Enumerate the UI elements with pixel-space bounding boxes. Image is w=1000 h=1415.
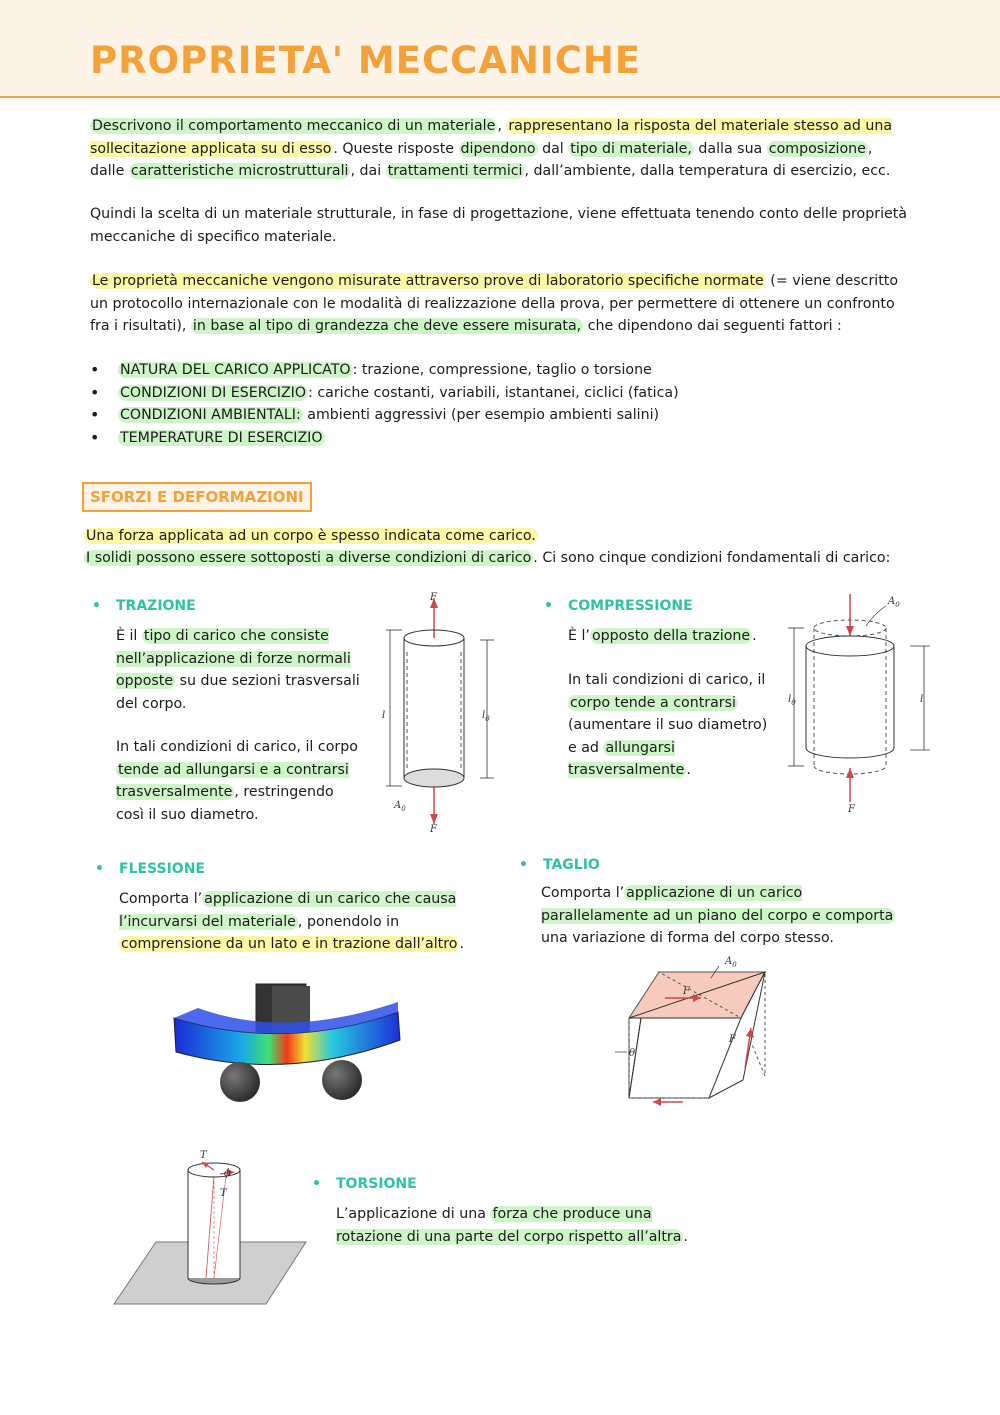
highlighted-text: trattamenti termici: [387, 163, 523, 179]
text-run: . Ci sono cinque condizioni fondamentali di carico:: [533, 550, 891, 566]
highlighted-text: comprensione da un lato e in trazione dall’altro: [121, 936, 458, 952]
highlighted-text: dipendono: [460, 140, 536, 157]
force-label: F: [430, 824, 437, 835]
highlighted-text: opposto della trazione: [591, 628, 751, 644]
length-label: l: [382, 710, 386, 721]
highlighted-text: forza che produce una rotazione di una parte del corpo rispetto all’altra: [336, 1206, 682, 1245]
highlighted-text: I solidi possono essere sottoposti a diverse condizioni di carico: [86, 550, 532, 566]
twist-angle-label: ϕ: [224, 1168, 231, 1179]
text-run: , dai: [350, 163, 386, 179]
text-run: .: [459, 936, 464, 952]
page-header: [0, 0, 1000, 98]
force-label: F: [729, 1034, 736, 1045]
factor-label: CONDIZIONI DI ESERCIZIO: [120, 384, 307, 401]
text-run: ,: [497, 118, 507, 134]
factor-text: : cariche costanti, variabili, istantanei, ciclici (fatica): [308, 384, 679, 401]
trazione-figure: [372, 590, 512, 840]
section-title: SFORZI E DEFORMAZIONI: [82, 482, 312, 512]
text-run: In tali condizioni di carico, il: [568, 672, 766, 688]
flessione-figure: [168, 978, 404, 1108]
highlighted-text: corpo tende a contrarsi: [570, 694, 736, 711]
text-run: una variazione di forma del corpo stesso.: [541, 930, 834, 946]
taglio-figure: [605, 952, 785, 1112]
text-run: È il: [116, 628, 142, 644]
length-label: l: [920, 694, 924, 705]
force-label: F: [683, 986, 690, 997]
torsione-title: • TORSIONE: [336, 1176, 417, 1192]
torque-label: T: [220, 1188, 227, 1199]
highlighted-text: tipo di carico che consiste nell’applicazione di forze normali opposte: [116, 628, 351, 689]
section-intro-line-2: [84, 547, 964, 570]
factor-item: [90, 404, 679, 427]
area-label: $A_0$: [394, 800, 406, 813]
trazione-text-1: [116, 625, 366, 715]
highlighted-text: applicazione di un carico che causa l’incurvarsi del materiale: [119, 891, 457, 930]
force-label: F: [848, 804, 855, 815]
highlighted-text: in base al tipo di grandezza che deve essere misurata,: [192, 318, 582, 334]
text-run: dal: [537, 140, 569, 157]
text-run: , dalle: [90, 140, 873, 179]
compressione-figure: [780, 588, 940, 818]
initial-length-label: $l_0$: [788, 694, 796, 707]
highlighted-text: Descrivono il comportamento meccanico di un materiale: [92, 118, 496, 134]
initial-length-label: $l_0$: [482, 710, 490, 723]
text-run: che dipendono dai seguenti fattori :: [583, 318, 842, 334]
taglio-title: • TAGLIO: [543, 857, 600, 873]
factor-label: NATURA DEL CARICO APPLICATO: [120, 362, 351, 378]
text-run: Comporta l’: [119, 891, 203, 907]
factor-item: [90, 427, 679, 450]
angle-label: θ: [629, 1048, 636, 1059]
highlighted-text: tende ad allungarsi e a contrarsi trasversalmente: [116, 761, 349, 800]
highlighted-text: rappresentano la risposta del materiale stesso ad una sollecitazione applicata su di esso: [90, 118, 893, 157]
text-run: È l’: [568, 628, 590, 644]
highlighted-text: Una forza applicata ad un corpo è spesso indicata come carico.: [86, 528, 536, 544]
text-run: .: [686, 762, 691, 778]
page-title: PROPRIETA' MECCANICHE: [90, 39, 642, 82]
highlighted-text: tipo di materiale,: [570, 140, 692, 157]
highlighted-text: caratteristiche microstrutturali: [130, 163, 349, 179]
factor-item: [90, 359, 679, 382]
text-run: .: [752, 628, 757, 644]
highlighted-text: Le proprietà meccaniche vengono misurate attraverso prove di laboratorio specifiche normate: [92, 273, 764, 289]
text-run: . Queste risposte: [333, 140, 459, 157]
factor-item: [90, 382, 679, 405]
text-run: (= viene descritto un protocollo internazionale con le modalità di realizzazione della prova, per permettere di ottenere un confronto fra i risultati),: [90, 273, 899, 334]
intro-paragraph-1: [90, 115, 910, 183]
text-run: , restringendo così il suo diametro.: [116, 784, 334, 823]
text-run: dalla sua: [693, 140, 767, 157]
text-run: , dall’ambiente, dalla temperatura di esercizio, ecc.: [524, 163, 891, 179]
factor-label: CONDIZIONI AMBIENTALI:: [120, 407, 301, 423]
force-label: F: [430, 592, 437, 603]
factor-text: ambienti aggressivi (per esempio ambienti salini): [302, 407, 660, 423]
flessione-text: [119, 888, 464, 956]
text-run: (aumentare il suo diametro) e ad: [568, 717, 768, 756]
factor-text: : trazione, compressione, taglio o torsione: [352, 362, 652, 378]
area-label: $A_0$: [725, 956, 737, 969]
text-run: Comporta l’: [541, 885, 625, 901]
highlighted-text: allungarsi trasversalmente: [568, 739, 685, 778]
compressione-text-2: [568, 669, 768, 782]
text-run: .: [683, 1228, 688, 1245]
flessione-title: • FLESSIONE: [119, 861, 205, 877]
text-run: In tali condizioni di carico, il corpo: [116, 739, 358, 755]
intro-paragraph-2: Quindi la scelta di un materiale strutturale, in fase di progettazione, viene effettuata tenendo conto delle proprietà meccaniche di specifico materiale.: [90, 206, 907, 245]
intro-paragraph-3: [90, 270, 910, 338]
factor-list: [90, 359, 679, 449]
factor-label: TEMPERATURE DI ESERCIZIO: [120, 429, 323, 446]
section-intro-line-1: [84, 525, 904, 548]
torque-label: T: [200, 1150, 207, 1161]
taglio-text: [541, 882, 896, 950]
text-run: , ponendolo in: [297, 913, 400, 930]
trazione-text-2: [116, 736, 366, 826]
highlighted-text: applicazione di un carico parallelamente ad un piano del corpo e comporta: [541, 885, 894, 924]
area-label: $A_0$: [888, 596, 900, 609]
highlighted-text: composizione: [768, 140, 866, 157]
text-run: su due sezioni trasversali del corpo.: [116, 673, 360, 712]
trazione-title: • TRAZIONE: [116, 598, 196, 614]
torsione-text: [336, 1203, 716, 1248]
compressione-text-1: [568, 625, 768, 648]
compressione-title: • COMPRESSIONE: [568, 598, 693, 614]
torsione-figure: [110, 1148, 310, 1308]
text-run: L’applicazione di una: [336, 1206, 491, 1222]
